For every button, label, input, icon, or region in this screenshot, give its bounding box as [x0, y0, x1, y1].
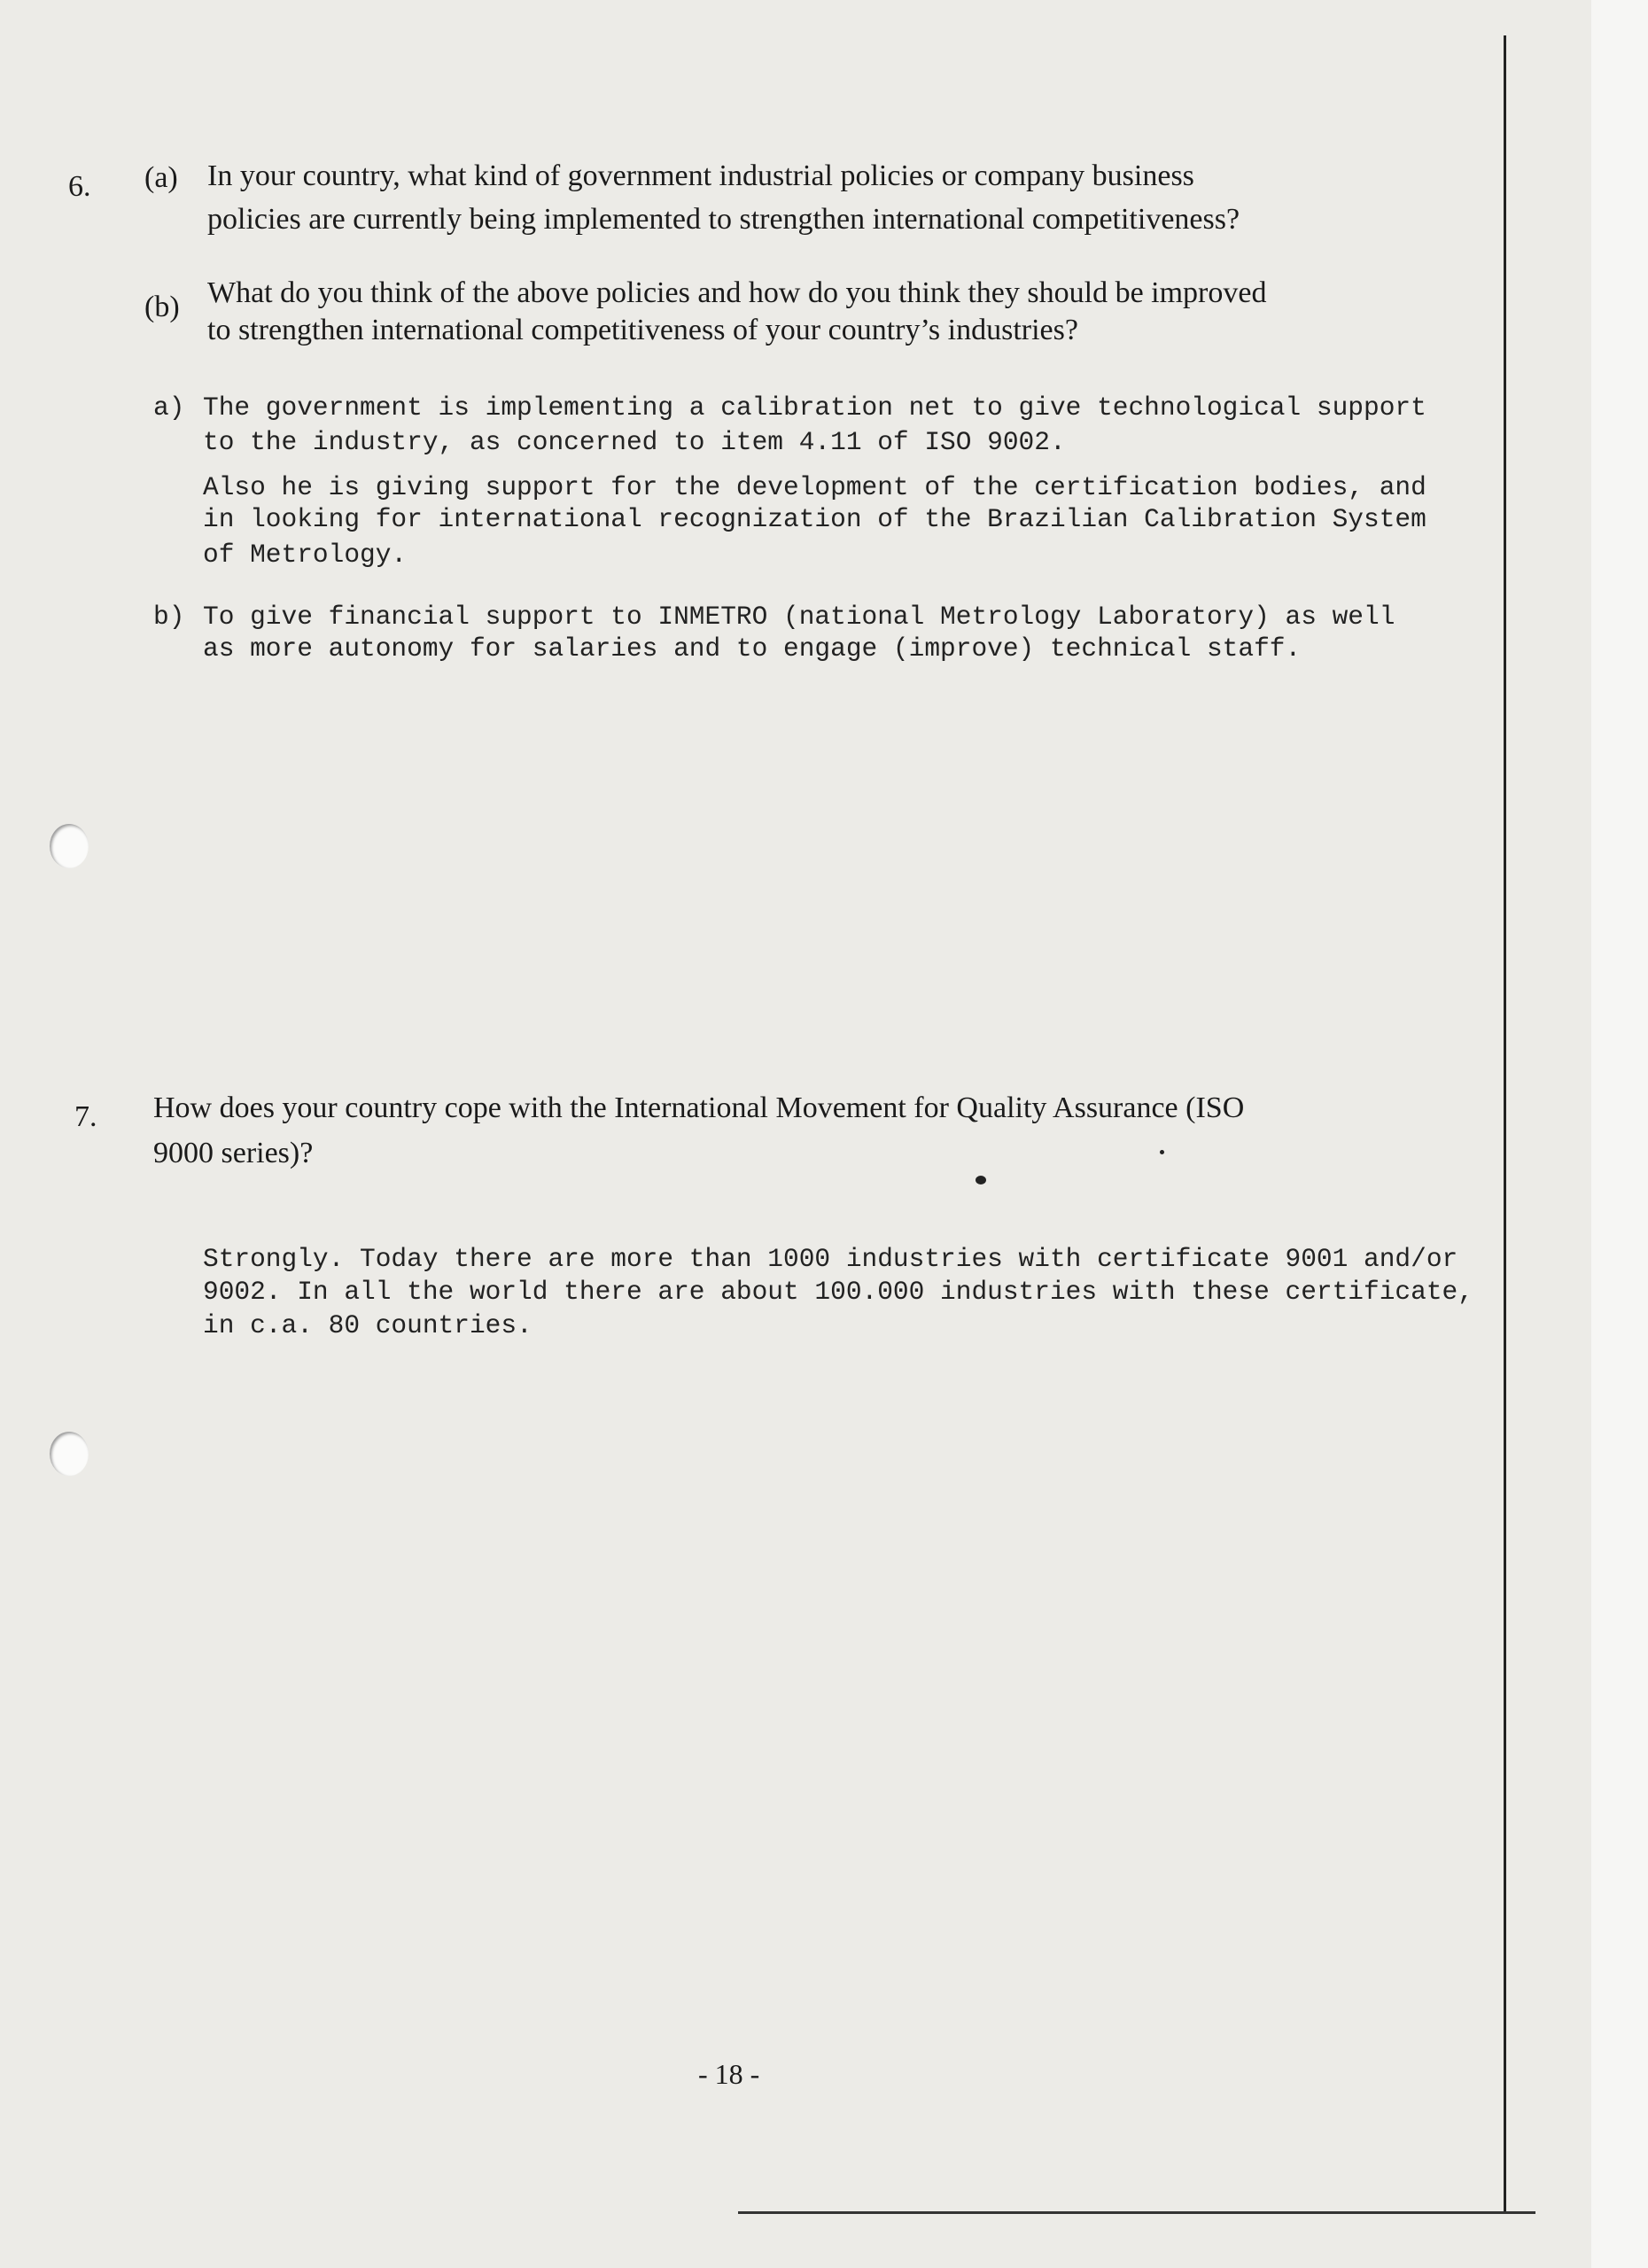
margin-rule-horizontal [738, 2211, 1535, 2214]
question-6b-line-2: to strengthen international competitiveness of your country’s industries? [207, 314, 1078, 346]
question-6b-label: (b) [144, 291, 180, 323]
question-6a-line-1: In your country, what kind of government industrial policies or company business [207, 159, 1194, 192]
question-6b-line-1: What do you think of the above policies and how do you think they should be improved [207, 276, 1267, 309]
answer-6a-cont-line-2: in looking for international recognization of the Brazilian Calibration System [203, 504, 1426, 534]
answer-6b-line-2: as more autonomy for salaries and to engage (improve) technical staff. [203, 633, 1302, 664]
answer-7-line-1: Strongly. Today there are more than 1000 industries with certificate 9001 and/or [203, 1244, 1458, 1274]
answer-7-line-2: 9002. In all the world there are about 100.000 industries with these certificate, [203, 1277, 1473, 1307]
question-6a-line-2: policies are currently being implemented to strengthen international competitiveness? [207, 203, 1240, 236]
question-7-line-2: 9000 series)? [153, 1137, 314, 1169]
answer-6a-label: a) [153, 392, 185, 423]
answer-6a-cont-line-1: Also he is giving support for the development of the certification bodies, and [203, 472, 1426, 502]
answer-6b-label: b) [153, 602, 185, 632]
question-7-line-1: How does your country cope with the International Movement for Quality Assurance (ISO [153, 1091, 1245, 1124]
punch-hole-top [50, 824, 89, 868]
answer-7-line-3: in c.a. 80 countries. [203, 1310, 532, 1340]
margin-rule-vertical [1504, 35, 1506, 2211]
ink-spot [976, 1176, 986, 1184]
question-6a-label: (a) [144, 161, 178, 194]
scan-edge [1591, 0, 1648, 2268]
ink-spot [1160, 1150, 1164, 1154]
answer-6a-cont-line-3: of Metrology. [203, 540, 408, 570]
question-7-number: 7. [74, 1100, 97, 1133]
page-number: - 18 - [698, 2058, 760, 2090]
punch-hole-bottom [50, 1432, 89, 1476]
question-6-number: 6. [68, 170, 91, 203]
answer-6a-line-2: to the industry, as concerned to item 4.11 of ISO 9002. [203, 427, 1066, 457]
answer-6a-line-1: The government is implementing a calibration net to give technological support [203, 392, 1426, 423]
answer-6b-line-1: To give financial support to INMETRO (national Metrology Laboratory) as well [203, 602, 1395, 632]
